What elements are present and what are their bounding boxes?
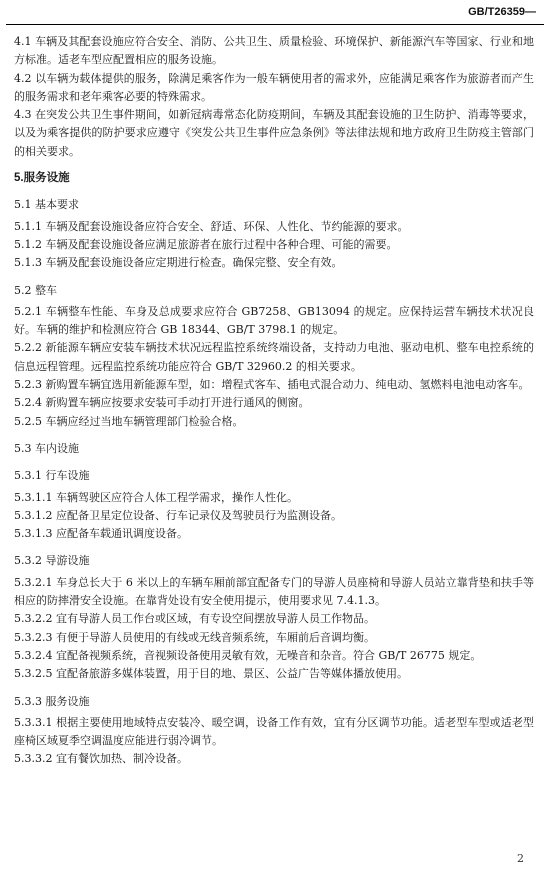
clause-5-2-2: 5.2.2 新能源车辆应安装车辆技术状况远程监控系统终端设备，支持动力电池、驱动电机、整车电控系统的信息远程管理。远程监控系统功能应符合 GB/T 32960.2 的相关要求。: [14, 341, 534, 373]
clause-5-3-2-1: 5.3.2.1 车身总长大于 6 米以上的车辆车厢前部宜配备专门的导游人员座椅和导游人员站立靠背垫和扶手等相应的防摔滑安全设施。在靠背处设有安全使用提示，使用要求见 7.4.1.3。: [14, 575, 534, 608]
clause-5-1-3: 5.1.3 车辆及配套设施设备应定期进行检查。确保完整、安全有效。: [14, 256, 343, 270]
standard-code: GB/T26359—: [468, 6, 536, 18]
clause-5-1-1: 5.1.1 车辆及配套设施设备应符合安全、舒适、环保、人性化、节约能源的要求。: [14, 219, 409, 233]
clause-5-3-2-4: 5.3.2.4 宜配备视频系统，音视频设备使用灵敏有效，无噪音和杂音。符合 GB/T 26775 规定。: [14, 648, 482, 662]
document-body: [14, 33, 534, 769]
clause-5-2-title: 5.2 整车: [14, 283, 57, 297]
clause-4-2: 4.2 以车辆为载体提供的服务，除满足乘客作为一般车辆使用者的需求外，应能满足乘客作为旅游者而产生的服务需求和老年乘客必要的特殊需求。: [14, 71, 534, 103]
clause-5-1-2: 5.1.2 车辆及配套设施设备应满足旅游者在旅行过程中各种合理、可能的需要。: [14, 237, 398, 251]
clause-5-3-3-1: 5.3.3.1 根据主要使用地域特点安装冷、暖空调，设备工作有效，宜有分区调节功能。适老型车型或适老型座椅区域夏季空调温度应能进行弱冷调节。: [14, 715, 534, 748]
clause-5-1-title: 5.1 基本要求: [14, 198, 79, 212]
clause-5-3-1-1: 5.3.1.1 车辆驾驶区应符合人体工程学需求，操作人性化。: [14, 490, 298, 504]
clause-5-3-2-5: 5.3.2.5 宜配备旅游多媒体装置，用于目的地、景区、公益广告等媒体播放使用。: [14, 667, 408, 681]
clause-4-1: 4.1 车辆及其配套设施应符合安全、消防、公共卫生、质量检验、环境保护、新能源汽车等国家、行业和地方标准。适老车型应配置相应的服务设施。: [14, 35, 534, 67]
header-rule: [6, 24, 544, 25]
clause-5-3-1-title: 5.3.1 行车设施: [14, 469, 90, 483]
clause-5-3-title: 5.3 车内设施: [14, 441, 79, 455]
clause-5-2-5: 5.2.5 车辆应经过当地车辆管理部门检验合格。: [14, 414, 244, 428]
clause-5-3-1-2: 5.3.1.2 应配备卫星定位设备、行车记录仪及驾驶员行为监测设备。: [14, 508, 342, 522]
clause-5-3-3-2: 5.3.3.2 宜有餐饮加热、制冷设备。: [14, 752, 188, 766]
clause-5-3-1-3: 5.3.1.3 应配备车载通讯调度设备。: [14, 527, 188, 541]
clause-5-3-2-2: 5.3.2.2 宜有导游人员工作台或区域，有专设空间摆放导游人员工作物品。: [14, 612, 375, 626]
clause-5-2-1: 5.2.1 车辆整车性能、车身及总成要求应符合 GB7258、GB13094 的规定。应保持运营车辆技术状况良好。车辆的维护和检测应符合 GB 18344、GB/T 3798.1 的规定。: [14, 304, 534, 337]
clause-5-3-3-title: 5.3.3 服务设施: [14, 694, 90, 708]
clause-5-3-2-title: 5.3.2 导游设施: [14, 554, 90, 568]
clause-5-2-3: 5.2.3 新购置车辆宜选用新能源车型，如：增程式客车、插电式混合动力、纯电动、氢燃料电池电动客车。: [14, 378, 530, 392]
clause-4-3: 4.3 在突发公共卫生事件期间，如新冠病毒常态化防疫期间，车辆及其配套设施的卫生防护、消毒等要求，以及为乘客提供的防护要求应遵守《突发公共卫生事件应急条例》等法律法规和地方政府卫生防疫主管部门的相关要求。: [14, 108, 534, 158]
clause-5-3-2-3: 5.3.2.3 有便于导游人员使用的有线或无线音频系统，车厢前后音调均衡。: [14, 630, 375, 644]
page-number: 2: [517, 852, 524, 865]
section-5-title: 5.服务设施: [14, 172, 70, 185]
clause-5-2-4: 5.2.4 新购置车辆应按要求安装可手动打开进行通风的侧窗。: [14, 396, 310, 410]
